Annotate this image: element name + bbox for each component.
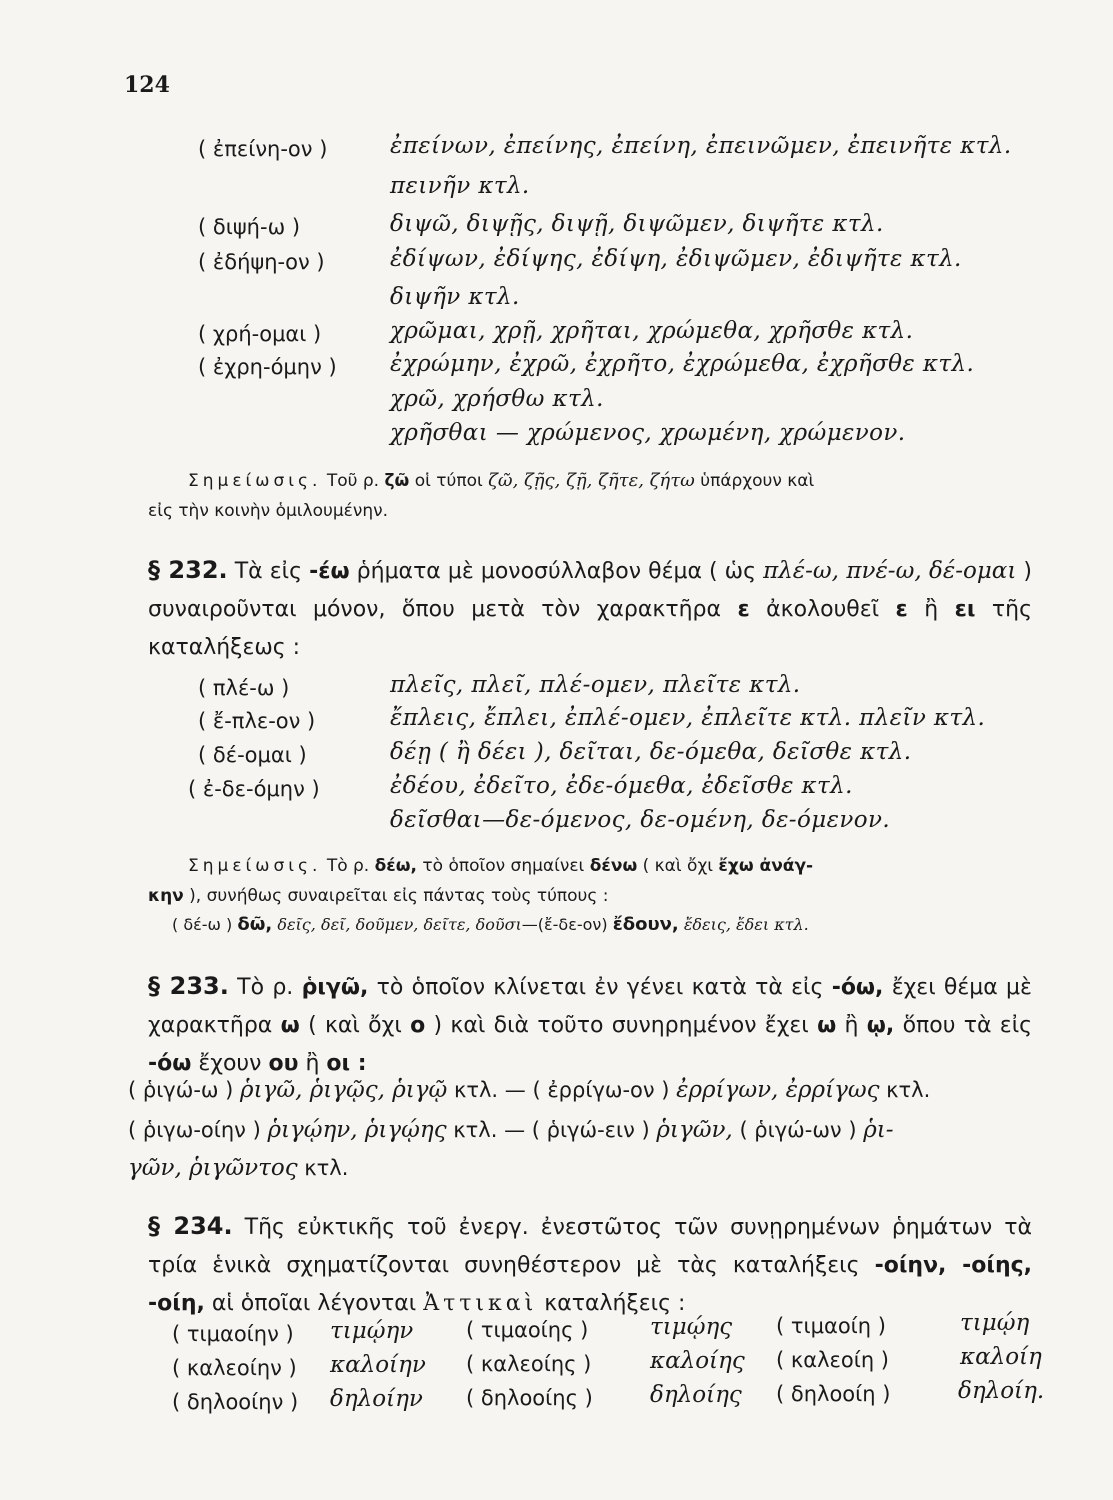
- section-forms: ῥι-: [863, 1117, 894, 1143]
- section-forms: ῥιγῴην, ῥιγῴης: [267, 1117, 447, 1143]
- note-text: —(ἔ-δε-ον): [521, 915, 608, 934]
- verb-label: ( δέ-ομαι ): [198, 743, 307, 767]
- section-keyword: -όω: [148, 1051, 192, 1076]
- note-2-line-1: [188, 856, 813, 876]
- section-keyword: οι :: [326, 1051, 367, 1076]
- section-forms: γῶν, ῥιγῶντος: [128, 1155, 298, 1181]
- section-keyword: ῥιγῶ,: [301, 975, 369, 1000]
- verb-forms: ἐδίψων, ἐδίψης, ἐδίψη, ἐδιψῶμεν, ἐδιψῆτε κτλ.: [390, 246, 962, 272]
- section-forms: ῥιγῶν,: [656, 1117, 733, 1143]
- section-233-forms-line-2: [128, 1117, 894, 1143]
- note-keyword: δένω: [589, 856, 638, 876]
- note-text: Τὸ ρ.: [326, 856, 370, 876]
- note-2-line-2: [148, 886, 609, 906]
- verb-forms: χρῆσθαι — χρώμενος, χρωμένη, χρώμενον.: [390, 420, 906, 446]
- section-text: αἱ ὁποῖαι λέγονται: [211, 1291, 417, 1316]
- verb-label: ( ἐχρη-όμην ): [198, 355, 337, 379]
- section-keyword: -έω: [309, 559, 350, 584]
- verb-label: ( ἔ-πλε-ον ): [198, 709, 316, 733]
- section-text: τὸ ὁποῖον κλίνεται ἐν γένει κατὰ τὰ εἰς: [376, 975, 824, 1000]
- verb-forms: δέῃ ( ἢ δέει ), δεῖται, δε-όμεθα, δεῖσθε κτλ.: [390, 739, 912, 765]
- table-cell: ( καλεοίη ): [776, 1348, 889, 1372]
- section-text: ἔχουν: [198, 1051, 262, 1076]
- note-keyword: δῶ,: [237, 914, 273, 935]
- section-forms: ἐρρίγων, ἐρρίγως: [676, 1077, 880, 1103]
- table-cell: τιμῴης: [650, 1314, 733, 1340]
- section-232: [148, 551, 1032, 667]
- note-text: Τοῦ ρ.: [326, 471, 380, 491]
- table-cell: καλοίης: [650, 1348, 745, 1374]
- section-text: Τὸ ρ.: [237, 975, 294, 1000]
- note-forms: ζῶ, ζῇς, ζῇ, ζῆτε, ζήτω: [488, 470, 695, 491]
- note-1-line-2: εἰς τὴν κοινὴν ὁμιλουμένην.: [148, 501, 389, 521]
- section-number: § 234.: [148, 1212, 233, 1240]
- section-text: κτλ. — ( ἐρρίγω-ον ): [453, 1078, 670, 1102]
- note-text: ( καὶ ὄχι: [642, 856, 714, 876]
- note-2-line-3: [172, 914, 809, 935]
- section-text: ἢ: [844, 1013, 859, 1038]
- section-keyword: -όω,: [831, 975, 884, 1000]
- note-keyword: ἔδουν,: [612, 914, 679, 935]
- section-text: τῆς καταλήξεως :: [148, 597, 1032, 660]
- table-cell: καλοίην: [330, 1352, 426, 1378]
- note-text: τὸ ὁποῖον σημαίνει: [422, 856, 585, 876]
- table-cell: ( δηλοοίη ): [776, 1382, 891, 1406]
- section-text: ) καὶ διὰ τοῦτο συνηρημένον ἔχει: [433, 1013, 809, 1038]
- verb-label: ( διψή-ω ): [198, 215, 301, 239]
- section-text: κτλ. — ( ῥιγώ-ειν ): [453, 1118, 650, 1142]
- verb-forms: ἐδέου, ἐδεῖτο, ἐδε-όμεθα, ἐδεῖσθε κτλ.: [390, 773, 853, 799]
- verb-forms: χρῶμαι, χρῇ, χρῆται, χρώμεθα, χρῆσθε κτλ.: [390, 318, 914, 344]
- section-keyword: ω: [280, 1013, 300, 1038]
- table-cell: ( δηλοοίην ): [172, 1390, 299, 1414]
- note-title: Σημείωσις.: [188, 471, 322, 491]
- section-233-forms-line-1: [128, 1077, 930, 1103]
- note-forms: ἔδεις, ἔδει κτλ.: [683, 915, 809, 934]
- table-cell: ( τιμαοίην ): [172, 1322, 294, 1346]
- table-cell: δηλοίη.: [958, 1378, 1045, 1404]
- table-cell: ( καλεοίης ): [466, 1352, 592, 1376]
- section-number: § 232.: [148, 556, 228, 584]
- note-keyword: ζῶ: [384, 471, 410, 491]
- table-cell: ( τιμαοίης ): [466, 1318, 589, 1342]
- section-keyword: ο: [410, 1013, 426, 1038]
- verb-forms: δεῖσθαι—δε-όμενος, δε-ομένη, δε-όμενον.: [390, 807, 891, 833]
- note-forms: δεῖς, δεῖ, δοῦμεν, δεῖτε, δοῦσι: [277, 915, 522, 934]
- table-cell: δηλοίης: [650, 1382, 742, 1408]
- section-text: ( ῥιγω-οίην ): [128, 1118, 261, 1142]
- note-text: ( δέ-ω ): [172, 915, 233, 934]
- section-233-forms-line-3: [128, 1155, 348, 1181]
- note-text: ὑπάρχουν καὶ: [700, 471, 815, 491]
- section-keyword: -οίην, -οίης, -οίη,: [148, 1253, 1033, 1316]
- section-text: ὅπου τὰ εἰς: [902, 1013, 1033, 1038]
- table-cell: δηλοίην: [330, 1386, 423, 1412]
- section-text: ἢ: [305, 1051, 320, 1076]
- note-text: ), συνήθως συναιρεῖται εἰς πάντας τοὺς τύπους :: [189, 886, 609, 906]
- verb-forms: ἐπείνων, ἐπείνης, ἐπείνη, ἐπεινῶμεν, ἐπεινῆτε κτλ.: [390, 133, 1012, 159]
- verb-forms: χρῶ, χρήσθω κτλ.: [390, 386, 604, 412]
- section-keyword: ου: [268, 1051, 299, 1076]
- verb-forms: διψῆν κτλ.: [390, 284, 520, 310]
- verb-label: ( ἐδήψη-ον ): [198, 250, 325, 274]
- table-cell: ( καλεοίην ): [172, 1356, 297, 1380]
- section-keyword: ῳ,: [866, 1013, 895, 1038]
- section-text: καταλήξεις :: [544, 1291, 686, 1316]
- table-cell: ( τιμαοίη ): [776, 1314, 886, 1338]
- section-forms: ῥιγῶ, ῥιγῷς, ῥιγῷ: [240, 1077, 448, 1103]
- section-emphasis: Ἀττικαὶ: [423, 1291, 538, 1316]
- section-text: ) συναιροῦνται μόνον, ὅπου μετὰ τὸν χαρακτῆρα: [148, 559, 1033, 622]
- section-text: ( καὶ ὄχι: [308, 1013, 402, 1038]
- note-keyword: κην: [148, 886, 184, 906]
- section-text: ῥήματα μὲ μονοσύλλαβον θέμα ( ὡς: [356, 559, 757, 584]
- section-234: [148, 1207, 1032, 1323]
- section-keyword: ω: [817, 1013, 837, 1038]
- note-text: οἱ τύποι: [414, 471, 483, 491]
- section-233: [148, 967, 1032, 1083]
- verb-label: ( ἐπείνη-ον ): [198, 137, 328, 161]
- section-text: ἢ: [924, 597, 939, 622]
- note-1-line-1: [188, 470, 814, 491]
- table-cell: ( δηλοοίης ): [466, 1386, 593, 1410]
- section-text: Τὰ εἰς: [234, 559, 302, 584]
- verb-forms: ἔπλεις, ἔπλει, ἐπλέ-ομεν, ἐπλεῖτε κτλ. πλεῖν κτλ.: [390, 705, 986, 731]
- section-number: § 233.: [148, 972, 229, 1000]
- verb-label: ( πλέ-ω ): [198, 676, 290, 700]
- verb-forms: ἐχρώμην, ἐχρῶ, ἐχρῆτο, ἐχρώμεθα, ἐχρῆσθε κτλ.: [390, 351, 975, 377]
- verb-forms: πεινῆν κτλ.: [390, 173, 530, 199]
- verb-forms: πλεῖς, πλεῖ, πλέ-ομεν, πλεῖτε κτλ.: [390, 672, 801, 698]
- page-number: 124: [124, 72, 170, 98]
- section-text: κτλ.: [304, 1156, 349, 1180]
- verb-forms: διψῶ, διψῇς, διψῇ, διψῶμεν, διψῆτε κτλ.: [390, 211, 884, 237]
- section-text: Τῆς εὐκτικῆς τοῦ ἐνεργ. ἐνεστῶτος τῶν συνῃρημένων ῥημάτων τὰ τρία ἑνικὰ σχηματίζονται συνηθέστερον μὲ τὰς καταλήξεις: [148, 1215, 1032, 1278]
- section-keyword: ε: [737, 597, 750, 622]
- verb-label: ( ἐ-δε-όμην ): [188, 777, 320, 801]
- table-cell: τιμῴη: [960, 1310, 1030, 1336]
- note-title: Σημείωσις.: [188, 856, 322, 876]
- section-text: ἔχει θέμα μὲ χαρακτῆρα: [148, 975, 1032, 1038]
- section-text: ( ῥιγώ-ω ): [128, 1078, 234, 1102]
- table-cell: τιμῴην: [330, 1318, 414, 1344]
- section-text: ἀκολουθεῖ: [766, 597, 880, 622]
- section-keyword: ει: [954, 597, 976, 622]
- verb-label: ( χρή-ομαι ): [198, 322, 322, 346]
- section-forms: πλέ-ω, πνέ-ω, δέ-ομαι: [763, 558, 1017, 584]
- section-text: ( ῥιγώ-ων ): [739, 1118, 857, 1142]
- note-keyword: δέω,: [374, 856, 418, 876]
- section-text: κτλ.: [886, 1078, 931, 1102]
- section-keyword: ε: [895, 597, 908, 622]
- table-cell: καλοίη: [960, 1344, 1042, 1370]
- note-keyword: ἔχω ἀνάγ-: [718, 856, 814, 876]
